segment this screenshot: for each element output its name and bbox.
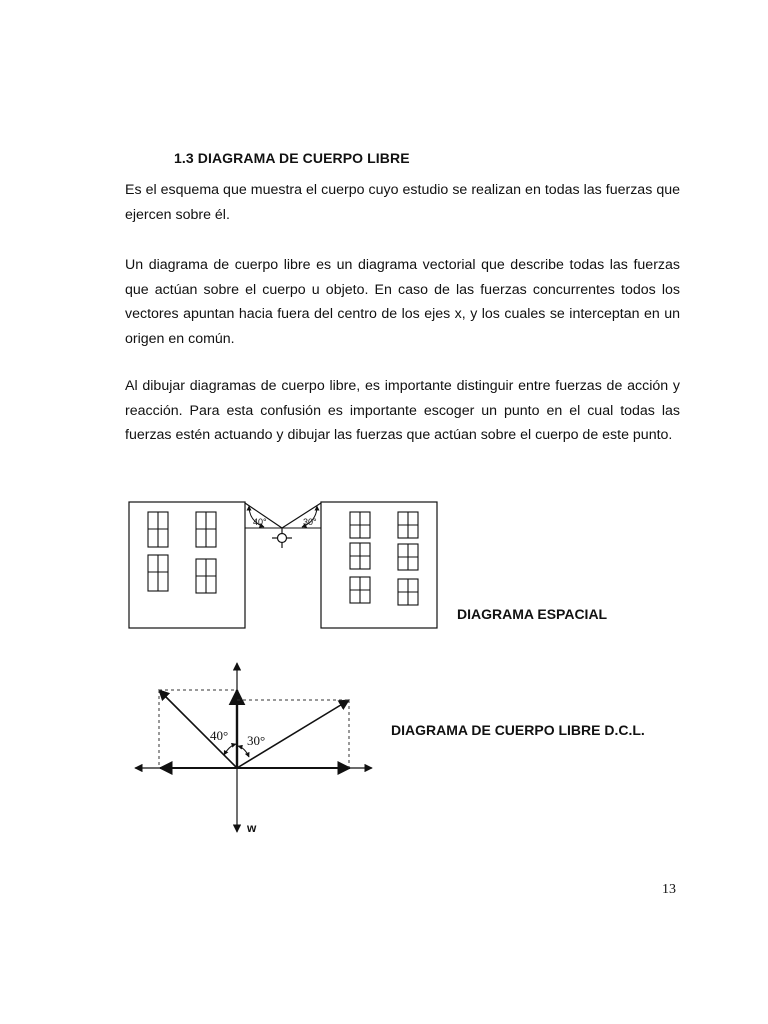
left-building-windows bbox=[148, 512, 216, 593]
spatial-angle-left-label: 40° bbox=[253, 517, 267, 527]
projection-lines bbox=[159, 690, 349, 768]
left-building bbox=[129, 502, 245, 628]
page-number: 13 bbox=[662, 882, 676, 897]
right-building bbox=[321, 502, 437, 628]
paragraph-vector-description: Un diagrama de cuerpo libre es un diagrama vectorial que describe todas las fuerzas que actúan sobre el cuerpo u objeto. En caso de las fuerzas concurrentes todos los vectores apuntan hacia fuera del centro de los ejes x, y los cuales se interceptan en un origen en común. bbox=[125, 257, 680, 347]
fbd-angle-left-label: 40° bbox=[210, 728, 229, 743]
weight-label: w bbox=[247, 821, 257, 835]
paragraph-definition: Es el esquema que muestra el cuerpo cuyo estudio se realizan en todas las fuerzas que ejercen sobre él. bbox=[125, 182, 680, 223]
spatial-diagram bbox=[129, 502, 437, 628]
section-title: 1.3 DIAGRAMA DE CUERPO LIBRE bbox=[174, 150, 410, 166]
spatial-diagram-caption: DIAGRAMA ESPACIAL bbox=[457, 606, 608, 622]
right-building-windows bbox=[350, 512, 418, 605]
spatial-angle-right-label: 30° bbox=[303, 517, 317, 527]
fbd-angle-arc-left bbox=[224, 744, 236, 755]
fbd-angle-right-label: 30° bbox=[247, 733, 266, 748]
paragraph-action-reaction: Al dibujar diagramas de cuerpo libre, es importante distinguir entre fuerzas de acción y reacción. Para esta confusión es importante escoger un punto en el cual todas las fuerzas estén actuando y dibujar las fuerzas que actúan sobre el cuerpo de este punto. bbox=[125, 378, 680, 443]
hanging-object bbox=[272, 528, 292, 548]
fbd-caption: DIAGRAMA DE CUERPO LIBRE D.C.L. bbox=[391, 722, 645, 738]
